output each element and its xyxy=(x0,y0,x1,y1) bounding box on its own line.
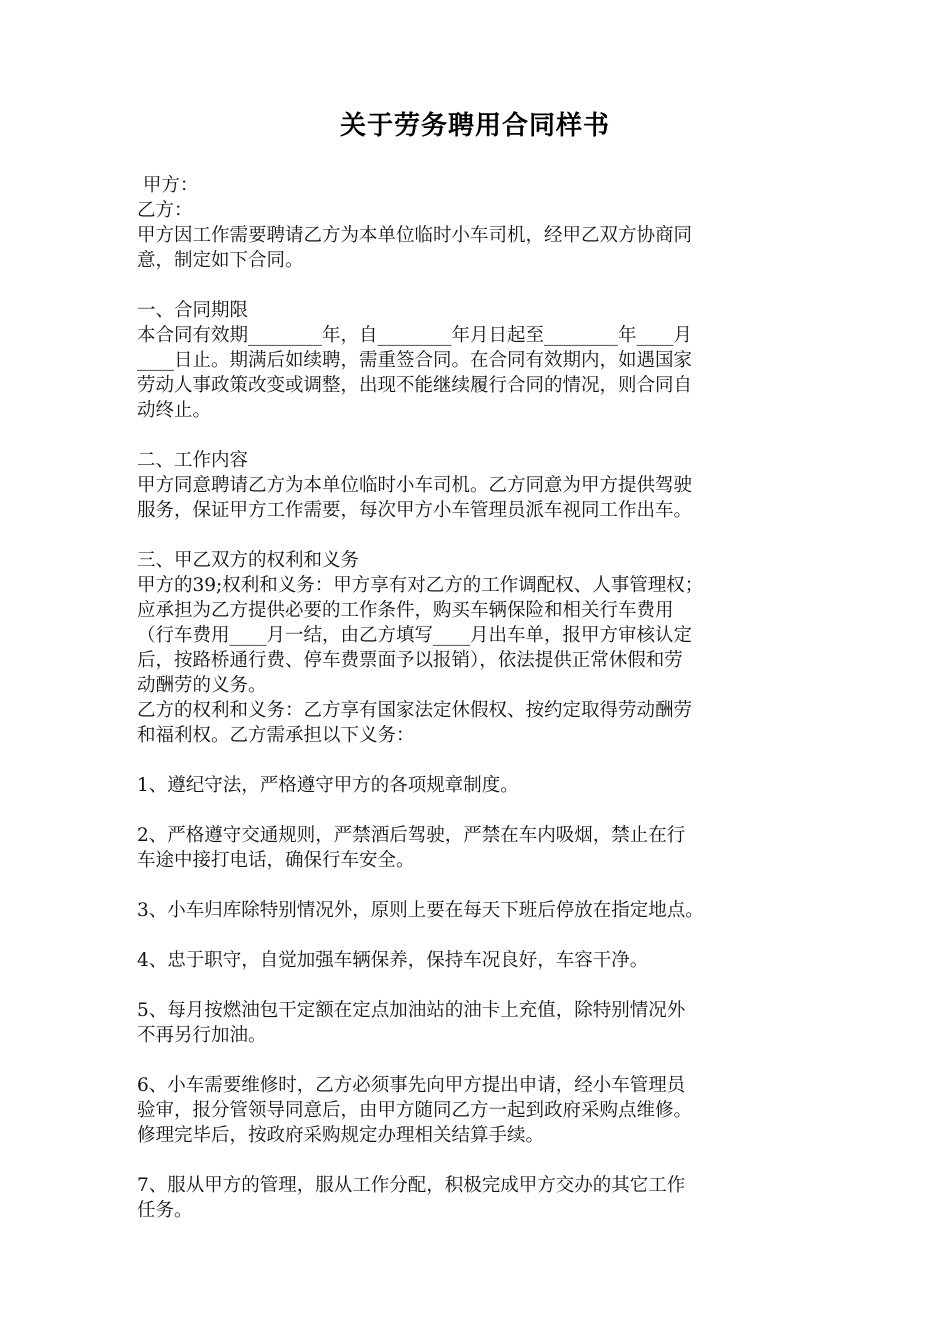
body-line: 修理完毕后，按政府采购规定办理相关结算手续。 xyxy=(137,1125,545,1146)
body-line: 本合同有效期________年，自________年月日起至________年____月 xyxy=(137,325,693,346)
blank-line xyxy=(137,1048,837,1073)
blank-line xyxy=(137,973,837,998)
body-line: 甲方： xyxy=(137,175,199,196)
body-line: 车途中接打电话，确保行车安全。 xyxy=(137,850,415,871)
body-line: 6、小车需要维修时，乙方必须事先向甲方提出申请，经小车管理员 xyxy=(137,1075,686,1096)
blank-line xyxy=(137,798,837,823)
body-line: 乙方的权利和义务：乙方享有国家法定休假权、按约定取得劳动酬劳 xyxy=(137,700,693,721)
body-line: 服务，保证甲方工作需要，每次甲方小车管理员派车视同工作出车。 xyxy=(137,500,693,521)
body-line: ____日止。期满后如续聘，需重签合同。在合同有效期内，如遇国家 xyxy=(137,350,693,371)
body-line: 动终止。 xyxy=(137,400,212,421)
body-line: 和福利权。乙方需承担以下义务： xyxy=(137,725,415,746)
body-line: 5、每月按燃油包干定额在定点加油站的油卡上充值，除特别情况外 xyxy=(137,1000,686,1021)
document-title: 关于劳务聘用合同样书 xyxy=(339,111,610,141)
body-line: 4、忠于职守，自觉加强车辆保养，保持车况良好，车容干净。 xyxy=(137,950,649,971)
body-line: 后，按路桥通行费、停车费票面予以报销），依法提供正常休假和劳 xyxy=(137,650,683,671)
body-line: 甲方同意聘请乙方为本单位临时小车司机。乙方同意为甲方提供驾驶 xyxy=(137,475,693,496)
body-line: 3、小车归库除特别情况外，原则上要在每天下班后停放在指定地点。 xyxy=(137,900,704,921)
body-line: 意，制定如下合同。 xyxy=(137,250,304,271)
body-line: 1、遵纪守法，严格遵守甲方的各项规章制度。 xyxy=(137,775,519,796)
body-line: 2、严格遵守交通规则，严禁酒后驾驶，严禁在车内吸烟，禁止在行 xyxy=(137,825,686,846)
blank-line xyxy=(137,923,837,948)
blank-line xyxy=(137,423,837,448)
body-line: 动酬劳的义务。 xyxy=(137,675,267,696)
blank-line xyxy=(137,273,837,298)
body-line: 甲方因工作需要聘请乙方为本单位临时小车司机，经甲乙双方协商同 xyxy=(137,225,693,246)
document-body xyxy=(137,173,837,1223)
body-line: 劳动人事政策改变或调整，出现不能继续履行合同的情况，则合同自 xyxy=(137,375,693,396)
body-line: 一、合同期限 xyxy=(137,300,249,321)
body-line: 应承担为乙方提供必要的工作条件，购买车辆保险和相关行车费用 xyxy=(137,600,674,621)
body-line: 不再另行加油。 xyxy=(137,1025,267,1046)
blank-line xyxy=(137,523,837,548)
body-line: 7、服从甲方的管理，服从工作分配，积极完成甲方交办的其它工作 xyxy=(137,1175,686,1196)
blank-line xyxy=(137,1148,837,1173)
blank-line xyxy=(137,748,837,773)
body-line: 任务。 xyxy=(137,1200,193,1221)
body-line: 乙方： xyxy=(137,200,193,221)
body-line: 三、甲乙双方的权利和义务 xyxy=(137,550,360,571)
body-line: 二、工作内容 xyxy=(137,450,249,471)
body-line: （行车费用____月一结，由乙方填写____月出车单，报甲方审核认定 xyxy=(137,625,693,646)
blank-line xyxy=(137,873,837,898)
body-line: 甲方的39;权利和义务：甲方享有对乙方的工作调配权、人事管理权； xyxy=(137,575,704,596)
body-line: 验审，报分管领导同意后，由甲方随同乙方一起到政府采购点维修。 xyxy=(137,1100,693,1121)
